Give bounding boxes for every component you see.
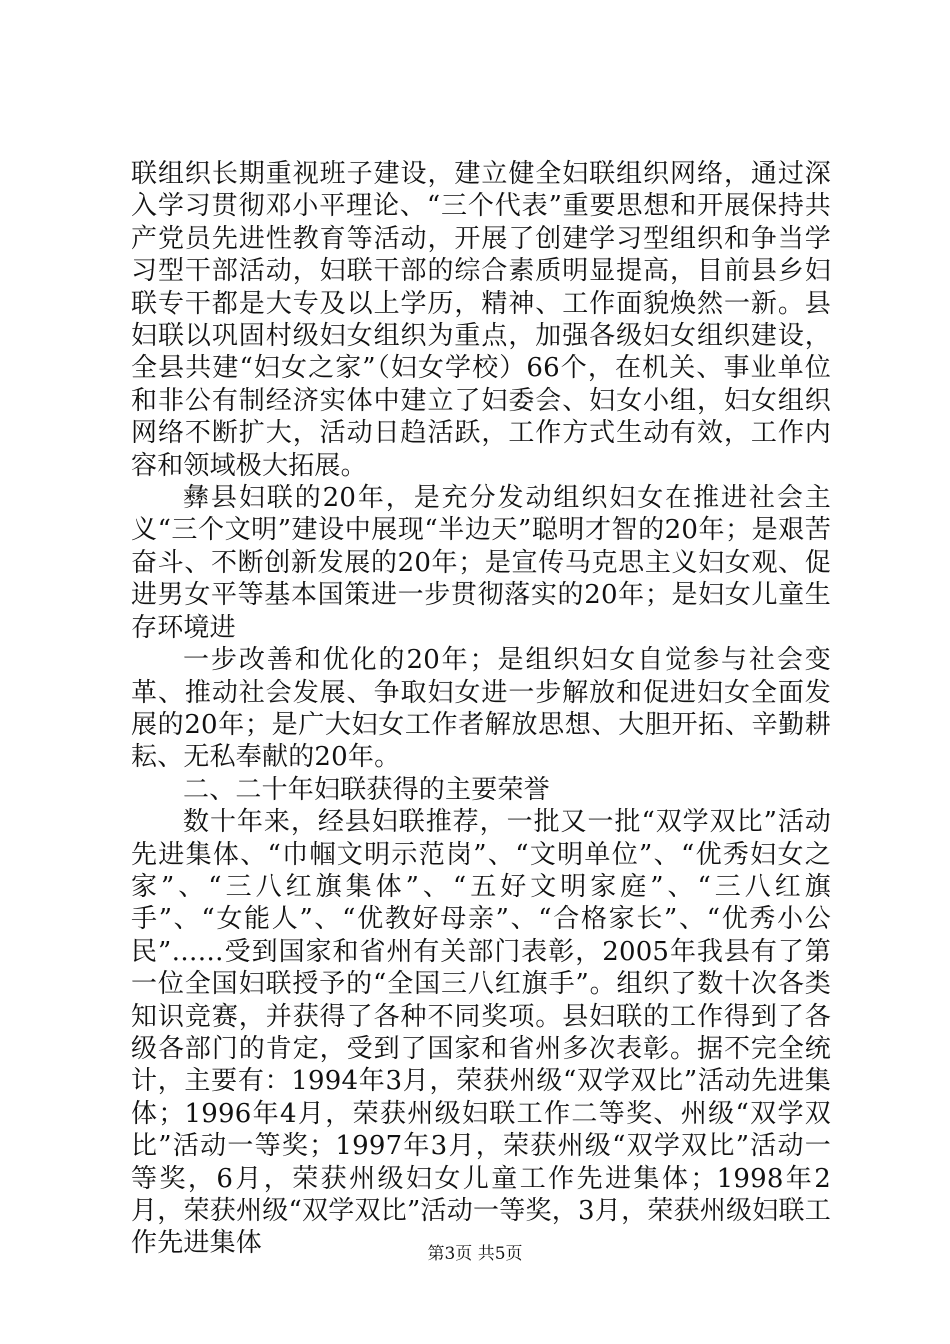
section-heading-honors: 二、二十年妇联获得的主要荣誉 [183,774,550,805]
paragraph-twenty-years: 彝县妇联的20年，是充分发动组织妇女在推进社会主义“三个文明”建设中展现“半边天”聪明才智的20年；是艰苦奋斗、不断创新发展的20年；是宣传马克思主义妇女观、促进男女平等基本国策进一步贯彻落实的20年；是妇女儿童生存环境进 [131,483,831,643]
paragraph-org-building: 联组织长期重视班子建设，建立健全妇联组织网络，通过深入学习贯彻邓小平理论、“三个代表”重要思想和开展保持共产党员先进性教育等活动，开展了创建学习型组织和争当学习型干部活动，妇联干部的综合素质明显提高，目前县乡妇联专干都是大专及以上学历，精神、工作面貌焕然一新。县妇联以巩固村级妇女组织为重点，加强各级妇女组织建设，全县共建“妇女之家”（妇女学校）66个，在机关、事业单位和非公有制经济实体中建立了妇委会、妇女小组，妇女组织网络不断扩大，活动日趋活跃，工作方式生动有效，工作内容和领域极大拓展。 [131,159,831,481]
page-footer: 第3页 共5页 [427,1244,523,1264]
document-body [131,158,831,1260]
paragraph-honors-list: 数十年来，经县妇联推荐，一批又一批“双学双比”活动先进集体、“巾帼文明示范岗”、“文明单位”、“优秀妇女之家”、“三八红旗集体”、“五好文明家庭”、“三八红旗手”、“女能人”、“优教好母亲”、“合格家长”、“优秀小公民”……受到国家和省州有关部门表彰，2005年我县有了第一位全国妇联授予的“全国三八红旗手”。组织了数十次各类知识竞赛，并获得了各种不同奖项。县妇联的工作得到了各级各部门的肯定，受到了国家和省州多次表彰。据不完全统计，主要有：1994年3月，荣获州级“双学双比”活动先进集体；1996年4月，荣获州级妇联工作二等奖、州级“双学双比”活动一等奖；1997年3月，荣获州级“双学双比”活动一等奖，6月，荣获州级妇女儿童工作先进集体；1998年2月，荣获州级“双学双比”活动一等奖，3月，荣获州级妇联工作先进集体 [131,807,831,1259]
paragraph-twenty-years-continued: 一步改善和优化的20年；是组织妇女自觉参与社会变革、推动社会发展、争取妇女进一步解放和促进妇女全面发展的20年；是广大妇女工作者解放思想、大胆开拓、辛勤耕耘、无私奉献的20年。 [131,645,831,773]
